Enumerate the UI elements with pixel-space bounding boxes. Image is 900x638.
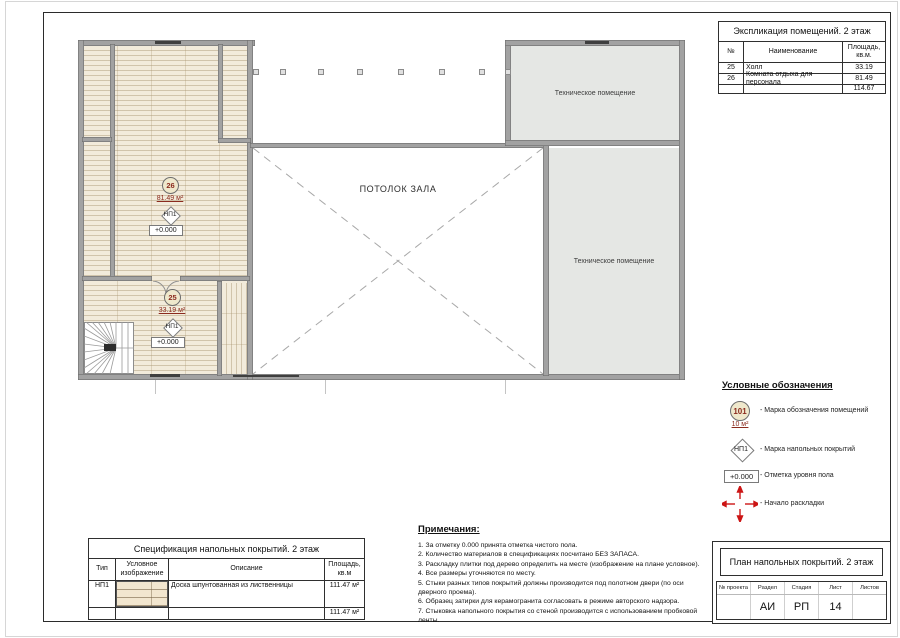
room-number-tag: [164, 289, 181, 306]
note-item: 7. Стыковка напольного покрытия со стеной производится с использованием пробковой ленты.: [418, 607, 698, 625]
room-area-label: 33.19 м²: [158, 307, 186, 314]
cell-swatch: [115, 581, 168, 607]
wall: [679, 40, 685, 380]
tech-room-right: [549, 148, 679, 374]
column-marker: [253, 69, 259, 75]
column-marker: [318, 69, 324, 75]
note-item: 1. За отметку 0.000 принята отметка чистого пола.: [418, 542, 578, 549]
cell-name: Комната отдыха для персонала: [743, 74, 842, 84]
column-marker: [479, 69, 485, 75]
spec-table: [88, 538, 365, 620]
col-header: №: [727, 47, 735, 55]
room-number-tag: [162, 177, 179, 194]
col-header: № проекта: [718, 585, 749, 591]
cell-total: 111.47 м²: [324, 608, 364, 619]
cell-empty: [719, 85, 743, 93]
wall: [82, 137, 112, 142]
room-area-label: 81.49 м²: [156, 195, 184, 202]
extension-line: [505, 380, 506, 394]
legend-room-mark-icon: [730, 401, 750, 421]
room-number: 26: [166, 181, 175, 190]
spec-total-row: [89, 607, 364, 619]
cell-num: 26: [727, 74, 735, 82]
layout-origin-icon: [722, 486, 758, 522]
sheet-title: План напольных покрытий. 2 этаж: [720, 548, 883, 576]
legend-room-mark-area: 10 м²: [731, 421, 749, 428]
spec-title: Спецификация напольных покрытий. 2 этаж: [133, 543, 320, 554]
col-header: Листов: [852, 582, 886, 594]
title-block: [712, 541, 891, 624]
col-header: Лист: [818, 582, 852, 594]
wall: [82, 276, 152, 281]
cell-num: 25: [727, 63, 735, 71]
legend-level-mark-label: - Отметка уровня пола: [760, 472, 834, 479]
wall: [543, 143, 549, 376]
hall-ceiling-void: [253, 148, 543, 374]
tech-room-top: [511, 46, 679, 140]
note-item: 5. Стыки разных типов покрытий должны производится под полотном двери (по оси дверного проема).: [418, 579, 684, 597]
note-item: 6. Образец затирки для керамогранита согласовать в режиме авторского надзора.: [418, 598, 680, 606]
col-header: Раздел: [750, 582, 784, 594]
floor-level-tag: +0.000: [149, 225, 183, 236]
cell-area: 81.49: [842, 74, 885, 84]
wall: [180, 276, 250, 281]
cell-empty: [89, 608, 115, 619]
wood-swatch: [116, 581, 168, 607]
wall: [218, 44, 223, 142]
title-block-values: [717, 595, 886, 619]
column-marker: [398, 69, 404, 75]
column-marker: [505, 69, 511, 75]
col-header: Тип: [96, 565, 108, 573]
void-cross-lines: [253, 148, 543, 374]
legend-floor-mark-text: НП1: [734, 445, 748, 453]
col-header: Условное изображение: [115, 559, 168, 580]
wall: [247, 40, 253, 380]
note-item: 2. Количество материалов в спецификациях посчитано БЕЗ ЗАПАСА.: [418, 551, 639, 559]
floor-mark-text: НП1: [165, 323, 179, 330]
wall: [217, 281, 222, 376]
explication-title: Экспликация помещений. 2 этаж: [733, 26, 871, 37]
column-marker: [439, 69, 445, 75]
explication-header-row: [719, 41, 885, 62]
floor-mark-tag: [159, 318, 185, 335]
section-value: АИ: [750, 595, 784, 619]
hall-ceiling-label: ПОТОЛОК ЗАЛА: [253, 184, 543, 194]
cell-empty: [168, 608, 324, 619]
door-threshold: [155, 41, 181, 44]
cell-type: НП1: [95, 582, 109, 589]
floor-mark-text: НП1: [163, 211, 177, 218]
col-header: Описание: [168, 559, 324, 580]
legend-floor-mark-icon: [726, 438, 756, 460]
sheets-total: [852, 595, 886, 619]
stage-value: РП: [784, 595, 818, 619]
project-number: [717, 595, 750, 619]
cell-area: 111.47 м²: [324, 581, 364, 607]
title-block-headers: [717, 582, 886, 595]
legend-level-mark-icon: +0.000: [724, 470, 759, 483]
col-header: Наименование: [743, 42, 842, 62]
wood-floor-strip-vertical: [222, 283, 247, 374]
tech-room-right-label: Техническое помещение: [573, 257, 655, 265]
wall: [505, 40, 511, 146]
cell-name: Холл: [743, 63, 842, 73]
col-header: Площадь, кв.м.: [842, 42, 885, 62]
note-item: 4. Все размеры уточняются по месту.: [418, 570, 536, 578]
col-header: Площадь, кв.м: [324, 559, 364, 580]
sheet-number: 14: [818, 595, 852, 619]
cell-empty: [115, 608, 168, 619]
spec-header-row: [89, 558, 364, 580]
table-row: [719, 70, 885, 86]
spec-data-row: [89, 580, 364, 607]
wall: [505, 140, 685, 146]
door-threshold: [150, 374, 180, 377]
extension-line: [325, 380, 326, 394]
legend-origin-label: - Начало раскладки: [760, 500, 825, 507]
cell-total: 114.67: [842, 85, 885, 93]
tech-room-top-label: Техническое помещение: [554, 89, 636, 97]
legend-room-mark-number: 101: [733, 406, 747, 416]
staircase: [84, 322, 134, 374]
room-number: 25: [168, 293, 177, 302]
extension-line: [155, 380, 156, 394]
column-marker: [280, 69, 286, 75]
floor-level-tag: +0.000: [151, 337, 185, 348]
legend-title: Условные обозначения: [722, 380, 833, 391]
floor-mark-tag: [157, 206, 183, 223]
notes-title: Примечания:: [418, 524, 480, 535]
note-item: 3. Раскладку плитки под дерево определить на месте (изображение на плане условное).: [418, 560, 700, 568]
col-header: Стадия: [784, 582, 818, 594]
notes-list: [418, 541, 700, 626]
wall: [218, 138, 251, 143]
door-threshold: [233, 375, 299, 377]
table-total-row: [719, 84, 885, 93]
cell-area: 33.19: [842, 63, 885, 73]
wall: [110, 44, 115, 280]
title-block-table: [716, 581, 887, 620]
door-threshold: [585, 41, 609, 44]
cell-desc: Доска шпунтованная из лиственницы: [168, 581, 324, 607]
column-marker: [357, 69, 363, 75]
cell-empty: [743, 85, 842, 93]
legend-floor-mark-label: - Марка напольных покрытий: [760, 446, 856, 453]
explication-table: [718, 21, 886, 94]
legend-room-mark-label: - Марка обозначения помещений: [760, 407, 869, 414]
